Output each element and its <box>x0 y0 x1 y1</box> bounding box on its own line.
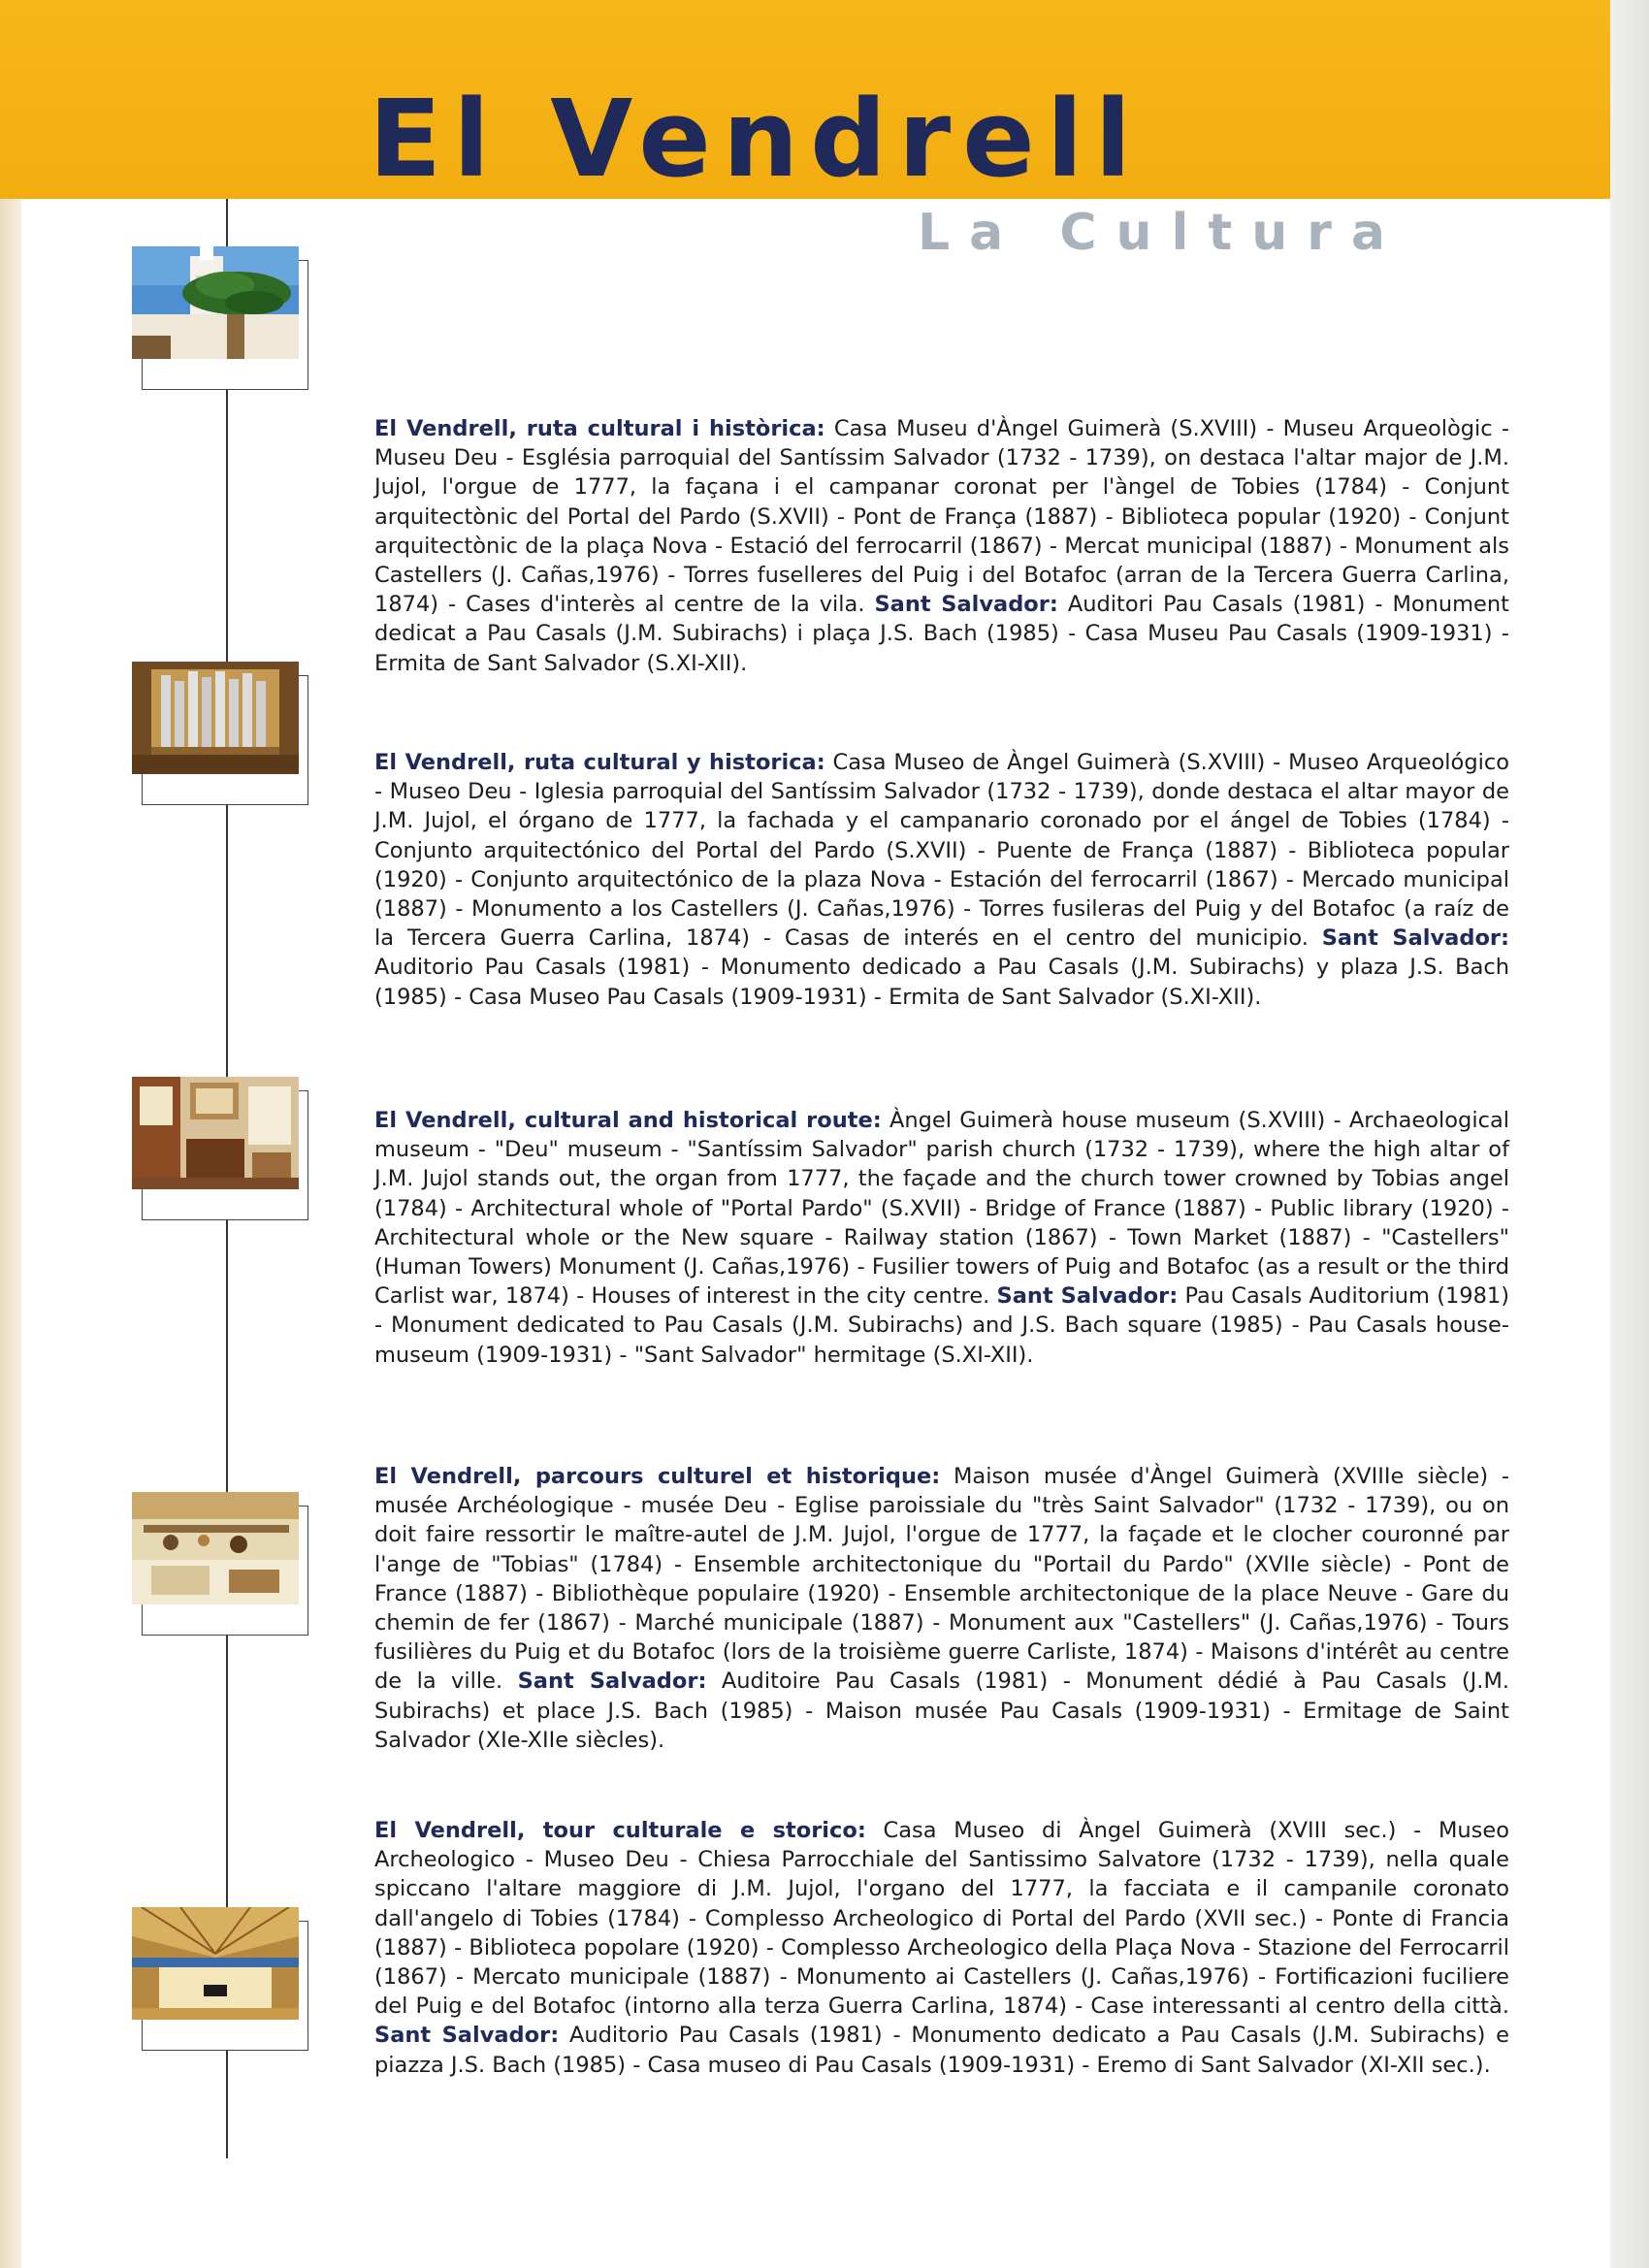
section-text: Casa Museu d'Àngel Guimerà (S.XVIII) - Museu Arqueològic - Museu Deu - Església parroquial del Santíssim Salvador (1732 - 1739), on destaca l'altar major de J.M. Jujol, l'orgue de 1777, la façana i el campanar coronat per l'àngel de Tobies (1784) - Conjunt arquitectònic del Portal del Pardo (S.XVII) - Pont de França (1887) - Biblioteca popular (1920) - Conjunt arquitectònic de la plaça Nova - Estació del ferrocarril (1867) - Mercat municipal (1887) - Monument als Castellers (J. Cañas,1976) - Torres fuselleres del Puig i del Botafoc (arran de la Tercera Guerra Carlina, 1874) - Cases d'interès al centre de la vila. <box>374 416 1510 618</box>
section-highlight: Sant Salvador: <box>517 1669 707 1695</box>
section-catalan <box>374 414 1509 678</box>
photo-museum-interior <box>132 1077 299 1189</box>
page-edge-shadow <box>1610 0 1649 2268</box>
section-heading: El Vendrell, ruta cultural i històrica: <box>374 416 825 441</box>
section-highlight: Sant Salvador: <box>374 2023 560 2049</box>
section-heading: El Vendrell, ruta cultural y historica: <box>374 750 825 775</box>
section-text: Auditoire Pau Casals (1981) - Monument dédié à Pau Casals (J.M. Subirachs) et place J.S. Bach (1985) - Maison musée Pau Casals (1909-1931) - Ermitage de Saint Salvador (XIe-XIIe siècles). <box>374 1669 1510 1753</box>
section-highlight: Sant Salvador: <box>996 1283 1179 1310</box>
page-title: El Vendrell <box>369 77 1144 201</box>
photo-auditorium <box>132 1907 299 2020</box>
page-subtitle: La Cultura <box>918 204 1405 262</box>
section-text: Auditorio Pau Casals (1981) - Monumento dedicado a Pau Casals (J.M. Subirachs) y plaza J.S. Bach (1985) - Casa Museo Pau Casals (1909-1931) - Ermita de Sant Salvador (S.XI-XII). <box>374 955 1509 1010</box>
section-italian <box>374 1816 1509 2080</box>
photo-church-palm <box>132 246 299 359</box>
section-heading: El Vendrell, tour culturale e storico: <box>374 1818 866 1843</box>
section-text: Maison musée d'Àngel Guimerà (XVIIIe siècle) - musée Archéologique - musée Deu - Eglise paroissiale du "très Saint Salvador" (1732 - 1739), ou on doit faire ressortir le maître-autel de J.M. Jujol, l'orgue de 1777, la façade et le clocher couronné par l'ange de "Tobias" (1784) - Ensemble architectonique du "Portail du Pardo" (XVIIe siècle) - Pont de France (1887) - Bibliothèque populaire (1920) - Ensemble architectonique de la place Neuve - Gare du chemin de fer (1867) - Marché municipale (1887) - Monument aux "Castellers" (J. Cañas,1976) - Tours fusilières du Puig et du Botafoc (lors de la troisième guerre Carliste, 1874) - Maisons d'intérêt au centre de la ville. <box>374 1464 1509 1695</box>
section-text: Auditorio Pau Casals (1981) - Monumento dedicato a Pau Casals (J.M. Subirachs) e piazza J.S. Bach (1985) - Casa museo di Pau Casals (1909-1931) - Eremo di Sant Salvador (XI-XII sec.). <box>374 2023 1509 2078</box>
section-highlight: Sant Salvador: <box>1321 925 1509 952</box>
section-text: Auditori Pau Casals (1981) - Monument dedicat a Pau Casals (J.M. Subirachs) i plaça J.S. Bach (1985) - Casa Museu Pau Casals (1909-1931) - Ermita de Sant Salvador (S.XI-XII). <box>374 592 1509 676</box>
photo-old-kitchen <box>132 1492 299 1604</box>
section-heading: El Vendrell, cultural and historical route: <box>374 1108 882 1133</box>
section-text: Casa Museo de Àngel Guimerà (S.XVIII) - Museo Arqueológico - Museo Deu - Iglesia parroquial del Santíssim Salvador (1732 - 1739), donde destaca el altar mayor de J.M. Jujol, el órgano de 1777, la fachada y el campanario coronado por el ángel de Tobies (1784) - Conjunto arquitectónico del Portal del Pardo (S.XVII) - Puente de França (1887) - Biblioteca popular (1920) - Conjunto arquitectónico de la plaza Nova - Estación del ferrocarril (1867) - Mercado municipal (1887) - Monumento a los Castellers (J. Cañas,1976) - Torres fusileras del Puig y del Botafoc (a raíz de la Tercera Guerra Carlina, 1874) - Casas de interés en el centro del municipio. <box>374 750 1509 952</box>
photo-church-organ <box>132 662 299 774</box>
section-heading: El Vendrell, parcours culturel et historique: <box>374 1464 941 1489</box>
section-spanish <box>374 748 1509 1012</box>
section-highlight: Sant Salvador: <box>874 592 1058 618</box>
left-photo-strip <box>0 199 21 2268</box>
section-text: Pau Casals Auditorium (1981) - Monument dedicated to Pau Casals (J.M. Subirachs) and J.S. Bach square (1985) - Pau Casals house-museum (1909-1931) - "Sant Salvador" hermitage (S.XI-XII). <box>374 1283 1510 1368</box>
section-english <box>374 1106 1509 1370</box>
section-text: Casa Museo di Àngel Guimerà (XVIII sec.) - Museo Archeologico - Museo Deu - Chiesa Parrocchiale del Santissimo Salvatore (1732 - 1739), nella quale spiccano l'altare maggiore di J.M. Jujol, l'organo del 1777, la facciata e il campanile coronato dall'angelo di Tobies (1784) - Complesso Archeologico di Portal del Pardo (XVII sec.) - Ponte di Francia (1887) - Biblioteca popolare (1920) - Complesso Archeologico della Plaça Nova - Stazione del Ferrocarril (1867) - Mercato municipale (1887) - Monumento ai Castellers (J. Cañas,1976) - Fortificazioni fuciliere del Puig e del Botafoc (intorno alla terza Guerra Carlina, 1874) - Case interessanti al centro della città. <box>374 1818 1509 2020</box>
section-french <box>374 1462 1509 1755</box>
section-text: Àngel Guimerà house museum (S.XVIII) - Archaeological museum - "Deu" museum - "Santíssim Salvador" parish church (1732 - 1739), where the high altar of J.M. Jujol stands out, the organ from 1777, the façade and the church tower crowned by Tobias angel (1784) - Architectural whole of "Portal Pardo" (S.XVII) - Bridge of France (1887) - Public library (1920) - Architectural whole or the New square - Railway station (1867) - Town Market (1887) - "Castellers" (Human Towers) Monument (J. Cañas,1976) - Fusilier towers of Puig and Botafoc (as a result or the third Carlist war, 1874) - Houses of interest in the city centre. <box>374 1108 1510 1310</box>
